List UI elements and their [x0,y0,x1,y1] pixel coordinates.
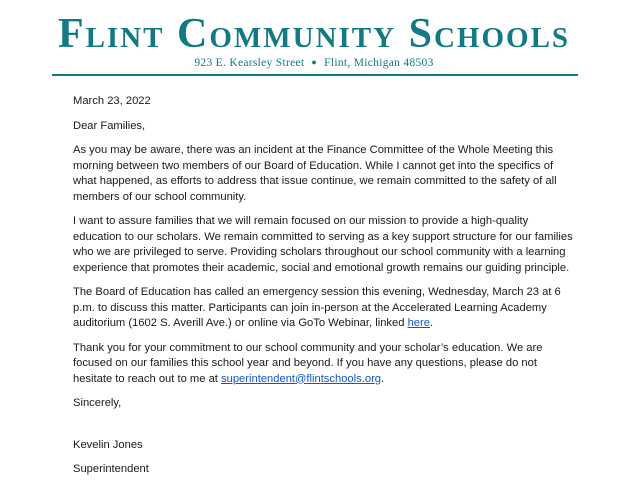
org-address [0,57,628,69]
paragraph-mission: I want to assure families that we will remain focused on our mission to provide a high-quality education to our scholars. We remain committed to serving as a key support structure for our families who we are privileged to serve. Providing scholars throughout our school community with a learning experience that promotes their academic, social and emotional growth remains our guiding principle. [73,215,573,274]
street-address: 923 E. Kearsley Street [194,57,305,69]
letter-body [73,94,578,487]
webinar-link[interactable]: here [407,317,430,329]
thanks-text-end: . [381,372,385,385]
letterhead [0,12,628,69]
city-address: Flint, Michigan 48503 [324,57,434,69]
paragraph-incident: As you may be aware, there was an incident at the Finance Committee of the Whole Meeting this morning between two members of our Board of Education. While I cannot get into the specifics of what happened, as efforts to address that issue continue, we remain committed to the safety of all members of our school community. [73,144,557,203]
org-name: Flint Community Schools [57,11,571,57]
paragraph-emergency-session [73,285,578,332]
superintendent-email-link[interactable]: superintendent@flintschools.org [221,372,382,385]
session-text-end: . [429,317,434,329]
letter-date: March 23, 2022 [73,95,151,107]
signer-title: Superintendent [73,463,149,475]
signer-name: Kevelin Jones [73,438,143,451]
session-text: The Board of Education has called an emergency session this evening, Wednesday, March 23 at 6 p.m. to discuss this matter. Participants can join in-person at the Accelerated Learning Academy auditorium (1602 S. Averill Ave.) or online via GoTo Webinar, linked [73,286,561,329]
letterhead-divider [52,74,578,76]
closing: Sincerely, [73,397,122,409]
thanks-text: Thank you for your commitment to our school community and your scholar’s education. We are focused on our families this school year and beyond. If you have any questions, please do not hesitate to reach out to me at [73,341,543,385]
salutation: Dear Families, [73,119,146,132]
bullet-separator-icon: ● [311,57,318,67]
paragraph-thanks [73,341,578,388]
